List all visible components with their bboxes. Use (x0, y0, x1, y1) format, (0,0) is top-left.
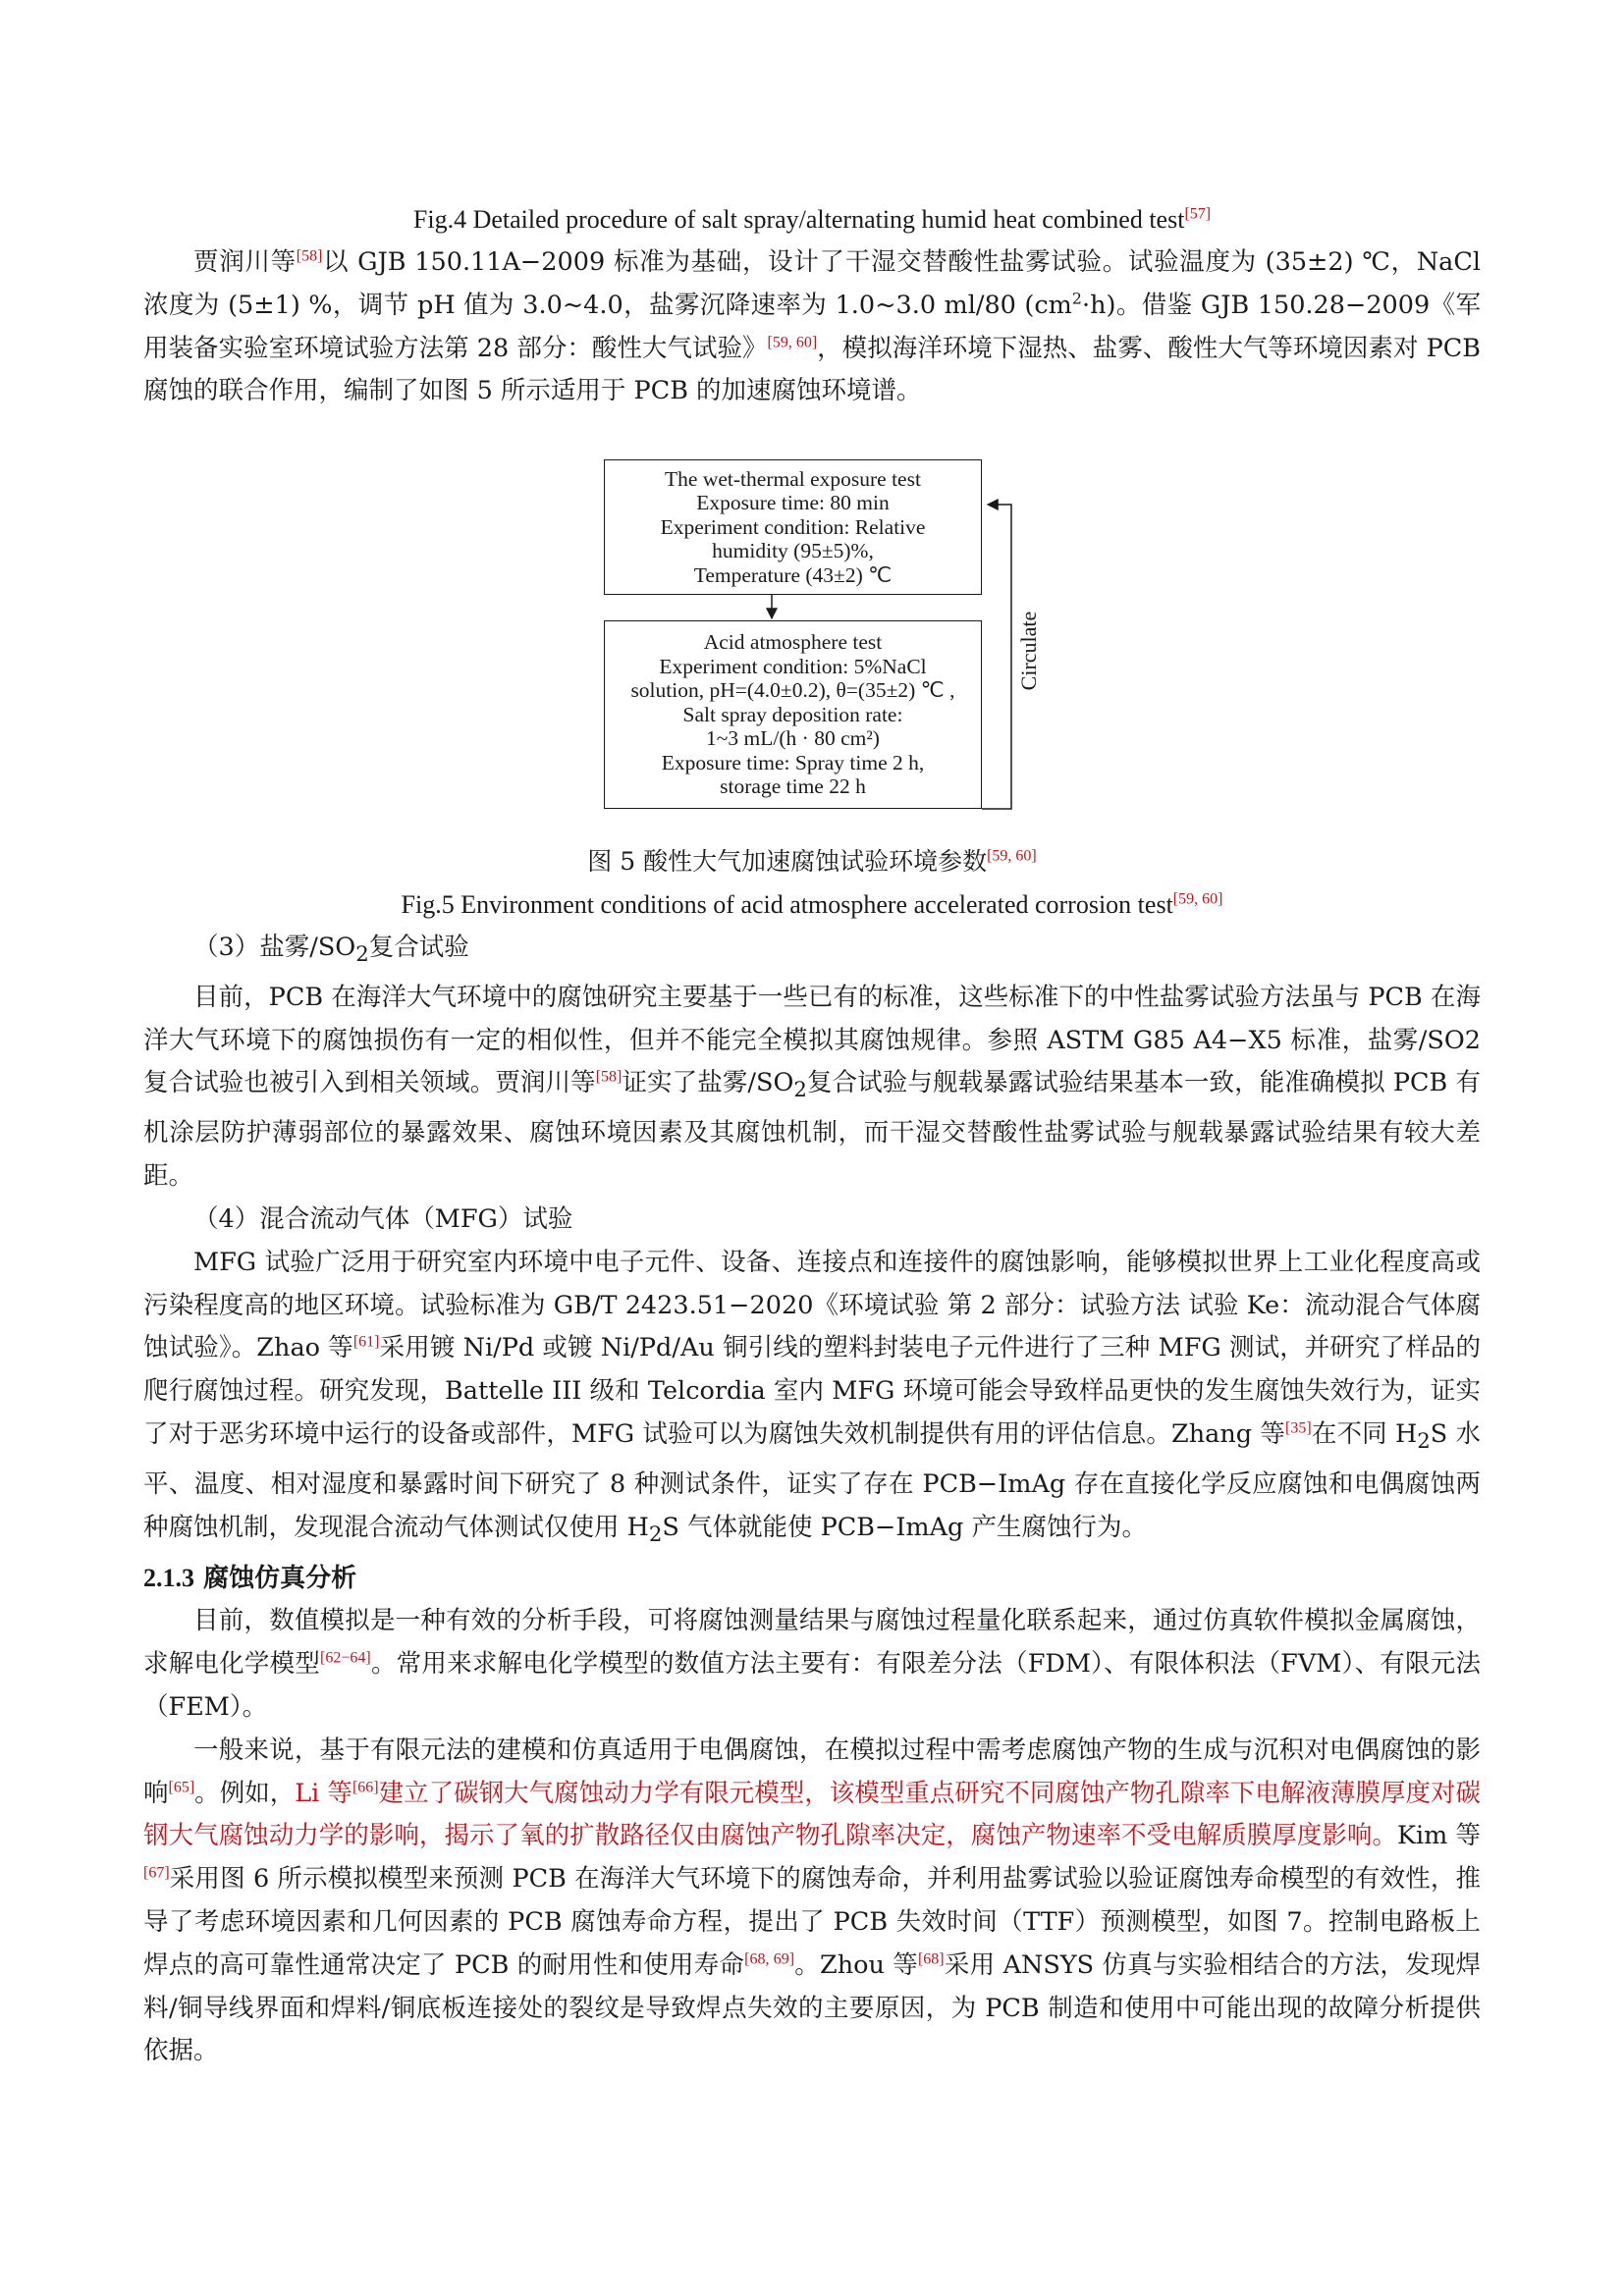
paragraph-3: MFG 试验广泛用于研究室内环境中电子元件、设备、连接点和连接件的腐蚀影响，能够模拟世界上工业化程度高或污染程度高的地区环境。试验标准为 GB/T 2423.51−2020《环境试验 第 2 部分：试验方法 试验 Ke：流动混合气体腐蚀试验》。Zhao 等[61]采用镀 Ni/Pd 或镀 Ni/Pd/Au 铜引线的塑料封装电子元件进行了三种 MFG 测试，并研究了样品的爬行腐蚀过程。研究发现，Battelle III 级和 Telcordia 室内 MFG 环境可能会导致样品更快的发生腐蚀失效行为，证实了对于恶劣环境中运行的设备或部件，MFG 试验可以为腐蚀失效机制提供有用的评估信息。Zhang 等[35]在不同 $H_2S$ 水平、温度、相对湿度和暴露时间下研究了 8 种测试条件，证实了存在 PCB−ImAg 存在直接化学反应腐蚀和电偶腐蚀两种腐蚀机制，发现混合流动气体测试仅使用 $H_2S$ 气体就能使 PCB−ImAg 产生腐蚀行为。 (143, 1247, 1482, 1547)
highlighted-text: Li 等 (295, 1778, 352, 1808)
figure-5-caption-cn: 图 5 酸性大气加速腐蚀试验环境参数[59, 60] (587, 847, 1037, 876)
paragraph-4: 目前，数值模拟是一种有效的分析手段，可将腐蚀测量结果与腐蚀过程量化联系起来，通过仿真软件模拟金属腐蚀，求解电化学模型[62−64]。常用来求解电化学模型的数值方法主要有：有限差分法（FDM）、有限体积法（FVM）、有限元法（FEM）。 (143, 1606, 1481, 1722)
citation-ref[interactable]: [59, 60] (767, 334, 818, 351)
loop-arrow (982, 505, 1011, 809)
citation-ref[interactable]: [65] (168, 1779, 195, 1796)
citation-ref[interactable]: [68] (917, 1950, 945, 1968)
paragraph-5: 一般来说，基于有限元法的建模和仿真适用于电偶腐蚀，在模拟过程中需考虑腐蚀产物的生成与沉积对电偶腐蚀的影响[65]。例如，Li 等[66]建立了碳钢大气腐蚀动力学有限元模型，该模型重点研究不同腐蚀产物孔隙率下电解液薄膜厚度对碳钢大气腐蚀动力学的影响，揭示了氧的扩散路径仅由腐蚀产物孔隙率决定，腐蚀产物速率不受电解质膜厚度影响。Kim 等[67]采用图 6 所示模拟模型来预测 PCB 在海洋大气环境下的腐蚀寿命，并利用盐雾试验以验证腐蚀寿命模型的有效性，推导了考虑环境因素和几何因素的 PCB 腐蚀寿命方程，提出了 PCB 失效时间（TTF）预测模型，如图 7。控制电路板上焊点的高可靠性通常决定了 PCB 的耐用性和使用寿命[68, 69]。Zhou 等[68]采用 ANSYS 仿真与实验相结合的方法，发现焊料/铜导线界面和焊料/铜底板连接处的裂纹是导致焊点失效的主要原因，为 PCB 制造和使用中可能出现的故障分析提供依据。 (143, 1735, 1482, 2066)
citation-ref[interactable]: [58] (595, 1068, 623, 1086)
acid-atmosphere-box: Acid atmosphere test Experiment condition: 5%NaCl solution, pH=(4.0±0.2), θ=(35±2) ℃ , Salt spray deposition rate: 1~3 mL/(h · 80 cm²) Exposure time: Spray time 2 h, storage time 22 h (604, 620, 982, 809)
citation-ref[interactable]: [58] (296, 247, 323, 265)
highlighted-text: 建立了碳钢大气腐蚀动力学有限元模型，该模型重点研究不同腐蚀产物孔隙率下电解液薄膜厚度对碳钢大气腐蚀动力学的影响，揭示了氧的扩散路径仅由腐蚀产物孔隙率决定，腐蚀产物速率不受电解质膜厚度影响。 (143, 1778, 1481, 1851)
heading-salt-spray-so2: （3）盐雾$/SO_2$复合试验 (193, 933, 469, 968)
citation-ref[interactable]: [68, 69] (744, 1950, 795, 1968)
paragraph-1: 贾润川等[58]以 GJB 150.11A−2009 标准为基础，设计了干湿交替酸性盐雾试验。试验温度为 (35±2) ℃，NaCl 浓度为 (5±1) %，调节 pH 值为 3.0~4.0，盐雾沉降速率为 1.0~3.0 ml/80 $(cm^2\cdot h)$。借鉴 GJB 150.28−2009《军用装备实验室环境试验方法第 28 部分：酸性大气试验》[59, 60]，模拟海洋环境下湿热、盐雾、酸性大气等环境因素对 PCB 腐蚀的联合作用，编制了如图 5 所示适用于 PCB 的加速腐蚀环境谱。 (143, 247, 1481, 406)
main-text-block (143, 927, 1481, 2073)
citation-ref[interactable]: [59, 60] (987, 847, 1037, 865)
citation-ref[interactable]: [61] (352, 1333, 380, 1351)
wet-thermal-box: The wet-thermal exposure test Exposure time: 80 min Experiment condition: Relative humidity (95±5)%, Temperature (43±2) ℃ (604, 459, 982, 595)
heading-mfg: （4）混合流动气体（MFG）试验 (193, 1203, 573, 1234)
paragraph-2: 目前，PCB 在海洋大气环境中的腐蚀研究主要基于一些已有的标准，这些标准下的中性盐雾试验方法虽与 PCB 在海洋大气环境下的腐蚀损伤有一定的相似性，但并不能完全模拟其腐蚀规律。参照 ASTM G85 A4−X5 标准，盐雾/SO2 复合试验也被引入到相关领域。贾润川等[58]证实了盐雾$/SO_2$复合试验与舰载暴露试验结果基本一致，能准确模拟 PCB 有机涂层防护薄弱部位的暴露效果、腐蚀环境因素及其腐蚀机制，而干湿交替酸性盐雾试验与舰载暴露试验结果有较大差距。 (143, 982, 1481, 1192)
citation-ref[interactable]: [67] (143, 1864, 170, 1882)
figure-4-caption-text: Fig.4 Detailed procedure of salt spray/alternating humid heat combined test (412, 205, 1185, 234)
citation-ref[interactable]: [59, 60] (1172, 890, 1223, 908)
circulate-label: Circulate (1016, 611, 1041, 691)
citation-ref[interactable]: [62−64] (320, 1649, 371, 1667)
citation-ref[interactable]: [35] (1285, 1419, 1312, 1437)
section-heading-2-1-3: 2.1.3 腐蚀仿真分析 (143, 1563, 357, 1593)
citation-ref[interactable]: [57] (1184, 205, 1212, 223)
citation-ref[interactable]: [66] (352, 1779, 379, 1796)
figure-5-caption-en: Fig.5 Environment conditions of acid atmosphere accelerated corrosion test[59, 60] (401, 890, 1223, 919)
